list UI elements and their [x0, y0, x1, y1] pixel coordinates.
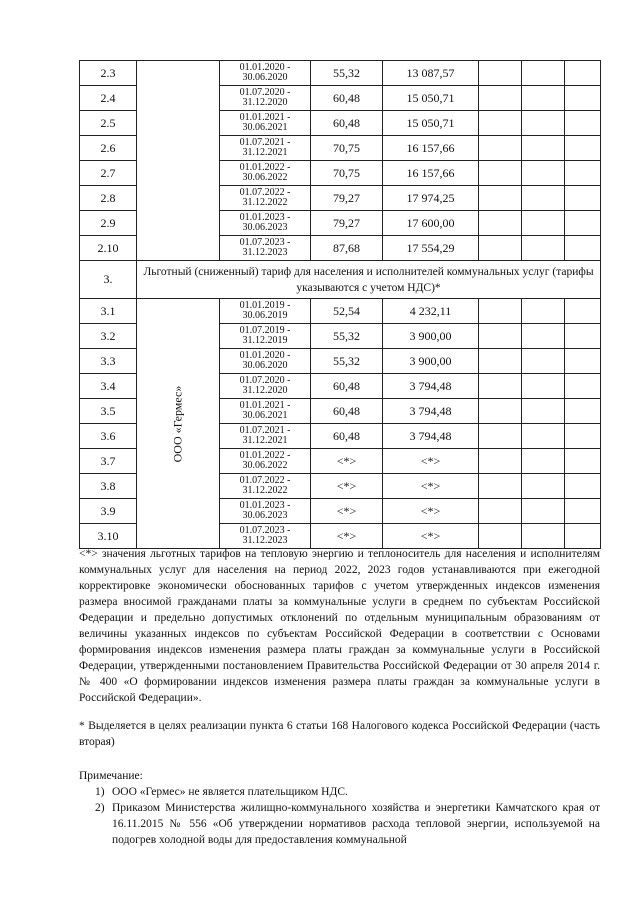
empty-cell — [565, 186, 601, 211]
rate-cell: 70,75 — [311, 136, 383, 161]
row-number: 2.9 — [80, 211, 137, 236]
empty-cell — [479, 324, 522, 349]
empty-cell — [565, 524, 601, 549]
amount-cell: 15 050,71 — [383, 86, 479, 111]
section-header-row — [80, 261, 601, 299]
amount-cell: 4 232,11 — [383, 299, 479, 324]
empty-cell — [522, 449, 565, 474]
rate-cell: 60,48 — [311, 111, 383, 136]
period-cell: 01.01.2021 - 30.06.2021 — [220, 111, 311, 136]
empty-cell — [522, 186, 565, 211]
rate-cell: <*> — [311, 474, 383, 499]
amount-cell: 15 050,71 — [383, 111, 479, 136]
amount-cell: <*> — [383, 499, 479, 524]
period-cell: 01.01.2023 - 30.06.2023 — [220, 211, 311, 236]
row-number: 2.5 — [80, 111, 137, 136]
footnote-star: <*> значения льготных тарифов на тепловую энергию и теплоноситель для населения и исполнителям коммунальных услуг для населения на период 2022, 2023 годов устанавливаются при ежегодной корректировке экономически обоснованных тарифов с учетом утвержденных индексов изменения размера вносимой гражданами платы за коммунальные услуги в среднем по субъектам Российской Федерации и предельно допустимых отклонений по отдельным муниципальным образованиям от величины указанных индексов по субъектам Российской Федерации в соответствии с Основами формирования индексов изменения размера платы граждан за коммунальные услуги в Российской Федерации, утвержденными постановлением Правительства Российской Федерации от 30 апреля 2014 г. № 400 «О формировании индексов изменения размера платы граждан за коммунальные услуги в Российской Федерации». — [79, 548, 600, 704]
empty-cell — [522, 111, 565, 136]
amount-cell: <*> — [383, 524, 479, 549]
empty-cell — [479, 61, 522, 86]
empty-cell — [479, 236, 522, 261]
empty-cell — [565, 399, 601, 424]
empty-cell — [522, 324, 565, 349]
empty-cell — [479, 186, 522, 211]
notes-list — [79, 784, 600, 848]
amount-cell: 16 157,66 — [383, 136, 479, 161]
row-number: 3.10 — [80, 524, 137, 549]
row-number: 3.3 — [80, 349, 137, 374]
empty-cell — [479, 349, 522, 374]
empty-cell — [479, 449, 522, 474]
amount-cell: <*> — [383, 449, 479, 474]
rate-cell: 60,48 — [311, 374, 383, 399]
org-cell — [137, 299, 220, 549]
empty-cell — [479, 499, 522, 524]
amount-cell: 13 087,57 — [383, 61, 479, 86]
amount-cell: 3 794,48 — [383, 399, 479, 424]
section-title: Льготный (сниженный) тариф для населения и исполнителей коммунальных услуг (тарифы указываются с учетом НДС)* — [137, 261, 601, 299]
row-number: 3.7 — [80, 449, 137, 474]
row-number: 2.10 — [80, 236, 137, 261]
empty-cell — [565, 236, 601, 261]
rate-cell: 60,48 — [311, 86, 383, 111]
period-cell: 01.01.2022 - 30.06.2022 — [220, 161, 311, 186]
row-number: 3.6 — [80, 424, 137, 449]
period-cell: 01.01.2023 - 30.06.2023 — [220, 499, 311, 524]
rate-cell: 70,75 — [311, 161, 383, 186]
empty-cell — [565, 299, 601, 324]
period-cell: 01.01.2022 - 30.06.2022 — [220, 449, 311, 474]
rate-cell: 87,68 — [311, 236, 383, 261]
empty-cell — [565, 211, 601, 236]
empty-cell — [479, 524, 522, 549]
period-cell: 01.07.2020 - 31.12.2020 — [220, 374, 311, 399]
empty-cell — [479, 374, 522, 399]
empty-cell — [522, 86, 565, 111]
rate-cell: 55,32 — [311, 349, 383, 374]
empty-cell — [522, 61, 565, 86]
note-number: 2) — [95, 802, 105, 814]
row-number: 3.9 — [80, 499, 137, 524]
row-number: 2.6 — [80, 136, 137, 161]
amount-cell: 3 794,48 — [383, 374, 479, 399]
row-number: 2.8 — [80, 186, 137, 211]
empty-cell — [522, 349, 565, 374]
empty-cell — [522, 399, 565, 424]
amount-cell: 3 900,00 — [383, 324, 479, 349]
empty-cell — [522, 161, 565, 186]
rate-cell: <*> — [311, 449, 383, 474]
rate-cell: 79,27 — [311, 211, 383, 236]
empty-cell — [479, 211, 522, 236]
period-cell: 01.07.2019 - 31.12.2019 — [220, 324, 311, 349]
period-cell: 01.07.2020 - 31.12.2020 — [220, 86, 311, 111]
empty-cell — [479, 86, 522, 111]
row-number: 3.5 — [80, 399, 137, 424]
note-item — [79, 784, 600, 800]
period-cell: 01.07.2021 - 31.12.2021 — [220, 136, 311, 161]
section-number: 3. — [80, 261, 137, 299]
empty-cell — [565, 349, 601, 374]
period-cell: 01.01.2020 - 30.06.2020 — [220, 349, 311, 374]
empty-cell — [565, 499, 601, 524]
empty-cell — [565, 161, 601, 186]
rate-cell: 52,54 — [311, 299, 383, 324]
empty-cell — [479, 299, 522, 324]
empty-cell — [565, 449, 601, 474]
amount-cell: <*> — [383, 474, 479, 499]
empty-cell — [565, 61, 601, 86]
empty-cell — [565, 86, 601, 111]
rate-cell: 60,48 — [311, 399, 383, 424]
org-cell — [137, 61, 220, 261]
empty-cell — [522, 499, 565, 524]
amount-cell: 3 794,48 — [383, 424, 479, 449]
empty-cell — [522, 211, 565, 236]
empty-cell — [522, 474, 565, 499]
row-number: 3.8 — [80, 474, 137, 499]
rate-cell: <*> — [311, 499, 383, 524]
empty-cell — [479, 111, 522, 136]
rate-cell: 60,48 — [311, 424, 383, 449]
empty-cell — [479, 399, 522, 424]
empty-cell — [565, 111, 601, 136]
amount-cell: 17 600,00 — [383, 211, 479, 236]
empty-cell — [479, 136, 522, 161]
row-number: 2.4 — [80, 86, 137, 111]
empty-cell — [522, 374, 565, 399]
amount-cell: 17 554,29 — [383, 236, 479, 261]
empty-cell — [565, 424, 601, 449]
empty-cell — [522, 236, 565, 261]
empty-cell — [479, 424, 522, 449]
tariff-table — [79, 60, 601, 549]
period-cell: 01.07.2022 - 31.12.2022 — [220, 186, 311, 211]
period-cell: 01.07.2022 - 31.12.2022 — [220, 474, 311, 499]
empty-cell — [565, 324, 601, 349]
footnote-vat: * Выделяется в целях реализации пункта 6 статьи 168 Налогового кодекса Российской Федерации (часть вторая) — [79, 720, 600, 748]
table-row — [80, 299, 601, 324]
period-cell: 01.07.2023 - 31.12.2023 — [220, 524, 311, 549]
table-row — [80, 61, 601, 86]
empty-cell — [479, 474, 522, 499]
notes-title: Примечание: — [79, 770, 143, 782]
period-cell: 01.01.2021 - 30.06.2021 — [220, 399, 311, 424]
period-cell: 01.01.2020 - 30.06.2020 — [220, 61, 311, 86]
row-number: 3.1 — [80, 299, 137, 324]
empty-cell — [522, 136, 565, 161]
empty-cell — [565, 474, 601, 499]
empty-cell — [522, 524, 565, 549]
rate-cell: 55,32 — [311, 324, 383, 349]
rate-cell: 79,27 — [311, 186, 383, 211]
row-number: 2.7 — [80, 161, 137, 186]
amount-cell: 17 974,25 — [383, 186, 479, 211]
empty-cell — [522, 299, 565, 324]
row-number: 3.2 — [80, 324, 137, 349]
row-number: 2.3 — [80, 61, 137, 86]
empty-cell — [565, 136, 601, 161]
rate-cell: 55,32 — [311, 61, 383, 86]
empty-cell — [565, 374, 601, 399]
note-item — [79, 800, 600, 848]
empty-cell — [479, 161, 522, 186]
rate-cell: <*> — [311, 524, 383, 549]
period-cell: 01.01.2019 - 30.06.2019 — [220, 299, 311, 324]
row-number: 3.4 — [80, 374, 137, 399]
note-number: 1) — [95, 786, 105, 798]
amount-cell: 16 157,66 — [383, 161, 479, 186]
empty-cell — [522, 424, 565, 449]
amount-cell: 3 900,00 — [383, 349, 479, 374]
org-name: ООО «Гермес» — [170, 385, 185, 462]
note-text: Приказом Министерства жилищно-коммунального хозяйства и энергетики Камчатского края от 16.11.2015 № 556 «Об утверждении нормативов расхода тепловой энергии, используемой на подогрев холодной воды для предоставления коммунальной — [112, 802, 600, 846]
period-cell: 01.07.2023 - 31.12.2023 — [220, 236, 311, 261]
note-text: ООО «Гермес» не является плательщиком НДС. — [112, 786, 348, 798]
period-cell: 01.07.2021 - 31.12.2021 — [220, 424, 311, 449]
